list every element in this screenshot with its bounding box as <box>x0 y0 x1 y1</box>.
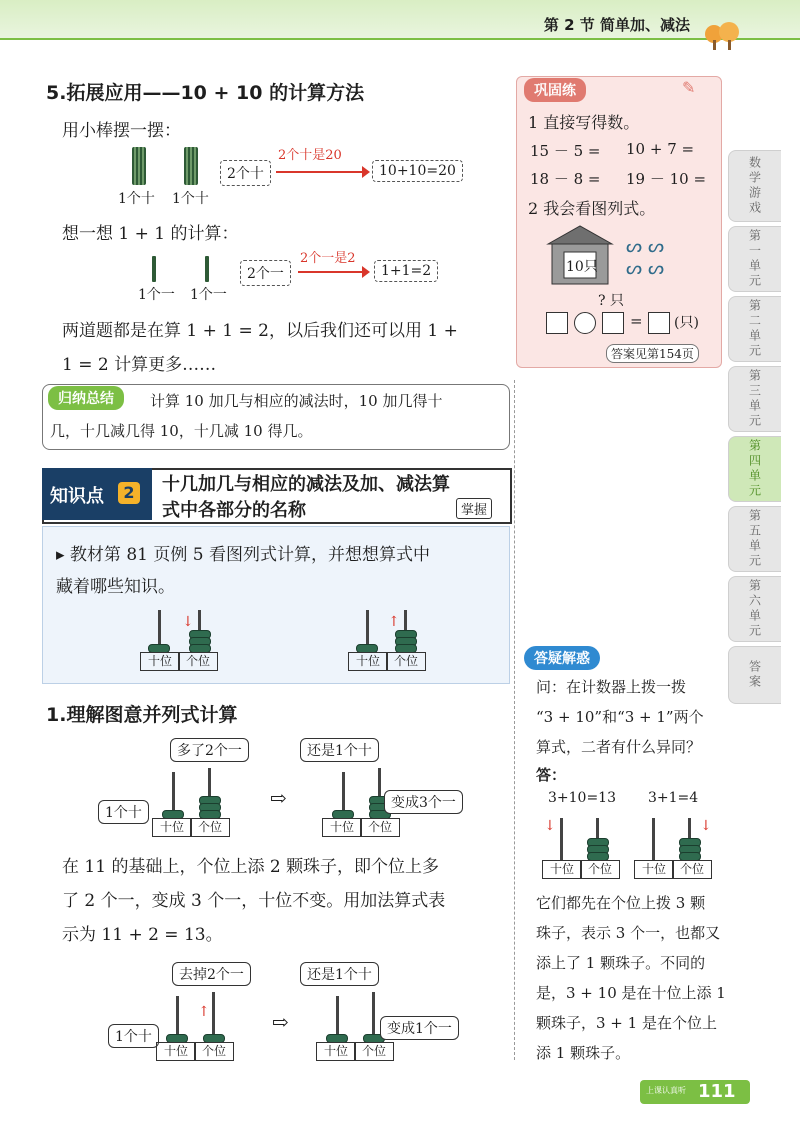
kp-label: 知识点 <box>50 486 104 507</box>
one-label: 1个一 <box>138 287 175 303</box>
kp-number: 2 <box>118 482 140 504</box>
formula: 3+10=13 <box>548 790 616 806</box>
tab-unit-1[interactable]: 第一单元 <box>728 226 781 292</box>
qa-text: 添 1 颗珠子。 <box>536 1044 631 1062</box>
example-line: ▸ 教材第 81 页例 5 看图列式计算，并想想算式中 <box>56 545 430 565</box>
example-line: 藏着哪些知识。 <box>56 577 175 597</box>
house-icon <box>544 224 616 286</box>
geese-icon: ᔕ ᔕ ᔕ ᔕ <box>626 236 665 279</box>
qa-text: 颗珠子，3 + 1 是在个位上 <box>536 1014 717 1032</box>
down-arrow-icon: ↓ <box>700 818 712 834</box>
qa-text: 珠子，表示 3 个一，也都又 <box>536 924 721 942</box>
bubble-still: 还是1个十 <box>300 738 379 762</box>
one-label: 1个一 <box>190 287 227 303</box>
tab-unit-3[interactable]: 第三单元 <box>728 366 781 432</box>
qa-badge: 答疑解惑 <box>524 646 600 670</box>
question-label: ? 只 <box>598 293 624 309</box>
stick-bundle-icon <box>132 147 146 185</box>
answer-square[interactable] <box>546 312 568 334</box>
para-line: 在 11 的基础上，个位上添 2 颗珠子，即个位上多 <box>62 857 440 877</box>
place-one: 个位 <box>360 818 400 837</box>
answer-square[interactable] <box>648 312 670 334</box>
house-label: 10只 <box>566 259 598 275</box>
arrow-head-icon <box>362 166 370 178</box>
tab-unit-4[interactable]: 第四单元 <box>728 436 781 502</box>
place-one: 个位 <box>178 652 218 671</box>
place-ten: 十位 <box>140 652 180 671</box>
para-line: 示为 11 + 2 = 13。 <box>62 925 223 945</box>
bundle-label: 1个十 <box>118 191 155 207</box>
place-one: 个位 <box>194 1042 234 1061</box>
summary-badge: 归纳总结 <box>48 386 124 410</box>
column-divider <box>514 380 515 1060</box>
place-ten: 十位 <box>156 1042 196 1061</box>
arrow-line <box>298 271 364 273</box>
kp-title: 式中各部分的名称 <box>162 500 306 521</box>
tab-unit-2[interactable]: 第二单元 <box>728 296 781 362</box>
sec5-intro: 用小棒摆一摆： <box>62 121 181 141</box>
stick-bundle-icon <box>184 147 198 185</box>
qa-a-label: 答： <box>536 766 567 784</box>
stick-icon <box>205 256 209 282</box>
unit-label: (只) <box>674 315 699 331</box>
up-arrow-icon: ↑ <box>198 1004 210 1020</box>
think-line: 想一想 1 + 1 的计算： <box>62 224 239 244</box>
place-ten: 十位 <box>322 818 362 837</box>
practice-q2: 2 我会看图列式。 <box>528 199 656 218</box>
place-ten: 十位 <box>316 1042 356 1061</box>
qa-text: 添上了 1 颗珠子。不同的 <box>536 954 706 972</box>
right-arrow-icon: ⇨ <box>272 1010 289 1034</box>
bubble-one-ten: 1个十 <box>108 1024 159 1048</box>
expr: 19 － 10 = <box>626 170 707 188</box>
footer-small: 上课认真听 <box>646 1086 686 1095</box>
expr: 15 － 5 = <box>530 142 601 160</box>
place-ten: 十位 <box>542 860 582 879</box>
arrow-caption: 2个一是2 <box>300 251 356 266</box>
tab-unit-5[interactable]: 第五单元 <box>728 506 781 572</box>
place-ten: 十位 <box>634 860 674 879</box>
para-line: 了 2 个一，变成 3 个一，十位不变。用加法算式表 <box>62 891 446 911</box>
arrow-line <box>276 171 364 173</box>
place-ten: 十位 <box>152 818 192 837</box>
answer-square[interactable] <box>602 312 624 334</box>
qa-q-line: “3 + 10”和“3 + 1”两个 <box>536 708 704 726</box>
place-ten: 十位 <box>348 652 388 671</box>
tab-unit-6[interactable]: 第六单元 <box>728 576 781 642</box>
answer-ref: 答案见第154页 <box>606 344 699 363</box>
master-tag: 掌握 <box>456 498 492 519</box>
para-line: 1 = 2 计算更多…… <box>62 355 217 375</box>
qa-text: 它们都先在个位上拨 3 颗 <box>536 894 706 912</box>
place-one: 个位 <box>190 818 230 837</box>
section-title: 第 2 节 简单加、减法 <box>543 16 690 34</box>
down-arrow-icon: ↓ <box>544 818 556 834</box>
tens-rod <box>652 818 655 860</box>
operator-circle[interactable] <box>574 312 596 334</box>
place-one: 个位 <box>672 860 712 879</box>
tab-math-game[interactable]: 数学游戏 <box>728 150 781 222</box>
practice-q1: 1 直接写得数。 <box>528 113 640 132</box>
summary-line: 计算 10 加几与相应的减法时，10 加几得十 <box>150 392 443 410</box>
sec1-title: 1.理解图意并列式计算 <box>46 704 238 726</box>
equation-box: 1+1=2 <box>374 260 438 282</box>
bubble-one-ten: 1个十 <box>98 800 149 824</box>
expr: 10 + 7 = <box>626 140 695 158</box>
bubble-remove: 去掉2个一 <box>172 962 251 986</box>
arrow-head-icon <box>362 266 370 278</box>
qa-q-line: 问：在计数器上拨一拨 <box>536 678 687 696</box>
bubble-more: 多了2个一 <box>170 738 249 762</box>
place-one: 个位 <box>580 860 620 879</box>
place-one: 个位 <box>386 652 426 671</box>
trees-icon <box>702 22 742 50</box>
right-arrow-icon: ⇨ <box>270 786 287 810</box>
expr: 18 － 8 = <box>530 170 601 188</box>
bubble-three-ones: 变成3个一 <box>384 790 463 814</box>
pencil-icon: ✎ <box>682 78 696 97</box>
kp-title: 十几加几与相应的减法及加、减法算 <box>162 474 450 495</box>
bundle-label: 1个十 <box>172 191 209 207</box>
place-one: 个位 <box>354 1042 394 1061</box>
bubble-one-one: 变成1个一 <box>380 1016 459 1040</box>
up-arrow-icon: ↑ <box>388 614 400 630</box>
tab-answers[interactable]: 答案 <box>728 646 781 704</box>
two-tens-box: 2个十 <box>220 160 271 186</box>
equation-box: 10+10=20 <box>372 160 463 182</box>
arrow-caption: 2个十是20 <box>278 148 342 163</box>
page-number: 111 <box>698 1081 736 1102</box>
down-arrow-icon: ↓ <box>182 614 194 630</box>
summary-line: 几，十几减几得 10，十几减 10 得几。 <box>50 422 313 440</box>
formula: 3+1=4 <box>648 790 699 806</box>
tens-rod <box>560 818 563 860</box>
bubble-still: 还是1个十 <box>300 962 379 986</box>
para-line: 两道题都是在算 1 + 1 = 2，以后我们还可以用 1 + <box>62 321 458 341</box>
practice-badge: 巩固练 <box>524 78 586 102</box>
two-ones-box: 2个一 <box>240 260 291 286</box>
qa-q-line: 算式，二者有什么异同？ <box>536 738 702 756</box>
qa-text: 是，3 + 10 是在十位上添 1 <box>536 984 726 1002</box>
sec5-title: 5.拓展应用——10 + 10 的计算方法 <box>46 82 365 104</box>
stick-icon <box>152 256 156 282</box>
